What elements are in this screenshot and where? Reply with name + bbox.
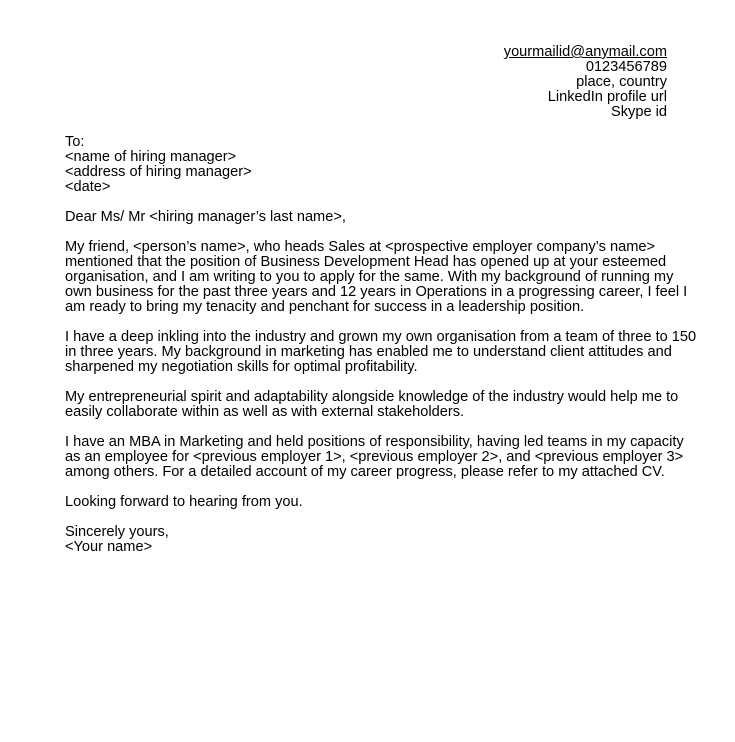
sender-linkedin: LinkedIn profile url (547, 89, 667, 105)
recipient-block (65, 135, 675, 195)
paragraph-line: mentioned that the position of Business Development Head has opened up at your esteemed (65, 254, 667, 270)
recipient-name: <name of hiring manager> (65, 149, 237, 165)
paragraph-line: among others. For a detailed account of my career progress, please refer to my attached CV. (65, 464, 665, 480)
paragraph-line: My entrepreneurial spirit and adaptability alongside knowledge of the industry would help me to (65, 389, 679, 405)
spacer (65, 225, 675, 240)
paragraph-line: easily collaborate within as well as with external stakeholders. (65, 404, 465, 420)
paragraph-line: own business for the past three years and 12 years in Operations in a progressing career, I feel I (65, 284, 688, 300)
salutation: Dear Ms/ Mr <hiring manager’s last name>, (65, 209, 346, 225)
paragraph-line: My friend, <person’s name>, who heads Sales at <prospective employer company’s name> (65, 239, 656, 255)
paragraph-2 (65, 329, 697, 375)
sender-location: place, country (576, 74, 667, 90)
paragraph-line: in three years. My background in marketing has enabled me to understand client attitudes and (65, 344, 672, 360)
sender-skype: Skype id (611, 104, 667, 120)
closing-signoff: Sincerely yours, (65, 524, 169, 540)
closing-signature: <Your name> (65, 539, 153, 555)
spacer (65, 510, 675, 525)
letter-body (65, 134, 697, 555)
paragraph-line: organisation, and I am writing to you to apply for the same. With my background of running my (65, 269, 674, 285)
recipient-to-label: To: (65, 134, 85, 150)
paragraph-line: am ready to bring my tenacity and penchant for success in a leadership position. (65, 299, 585, 315)
paragraph-5 (65, 495, 675, 510)
sender-block (504, 45, 667, 120)
spacer (65, 375, 675, 390)
paragraph-line: sharpened my negotiation skills for optimal profitability. (65, 359, 418, 375)
paragraph-line: I have a deep inkling into the industry and grown my own organisation from a team of three to 150 (65, 329, 697, 345)
spacer (65, 480, 675, 495)
paragraph-1 (65, 239, 688, 315)
paragraph-line: I have an MBA in Marketing and held positions of responsibility, having led teams in my capacity (65, 434, 684, 450)
closing-block (65, 525, 675, 555)
recipient-date: <date> (65, 179, 111, 195)
sender-phone: 0123456789 (585, 59, 667, 75)
spacer (65, 315, 675, 330)
recipient-address: <address of hiring manager> (65, 164, 252, 180)
paragraph-3 (65, 389, 679, 420)
spacer (65, 195, 675, 210)
paragraph-4 (65, 434, 684, 480)
spacer (65, 420, 675, 435)
sender-email[interactable]: yourmailid@anymail.com (503, 44, 667, 60)
paragraph-line: Looking forward to hearing from you. (65, 494, 303, 510)
paragraph-line: as an employee for <previous employer 1>, <previous employer 2>, and <previous employer 3> (65, 449, 684, 465)
